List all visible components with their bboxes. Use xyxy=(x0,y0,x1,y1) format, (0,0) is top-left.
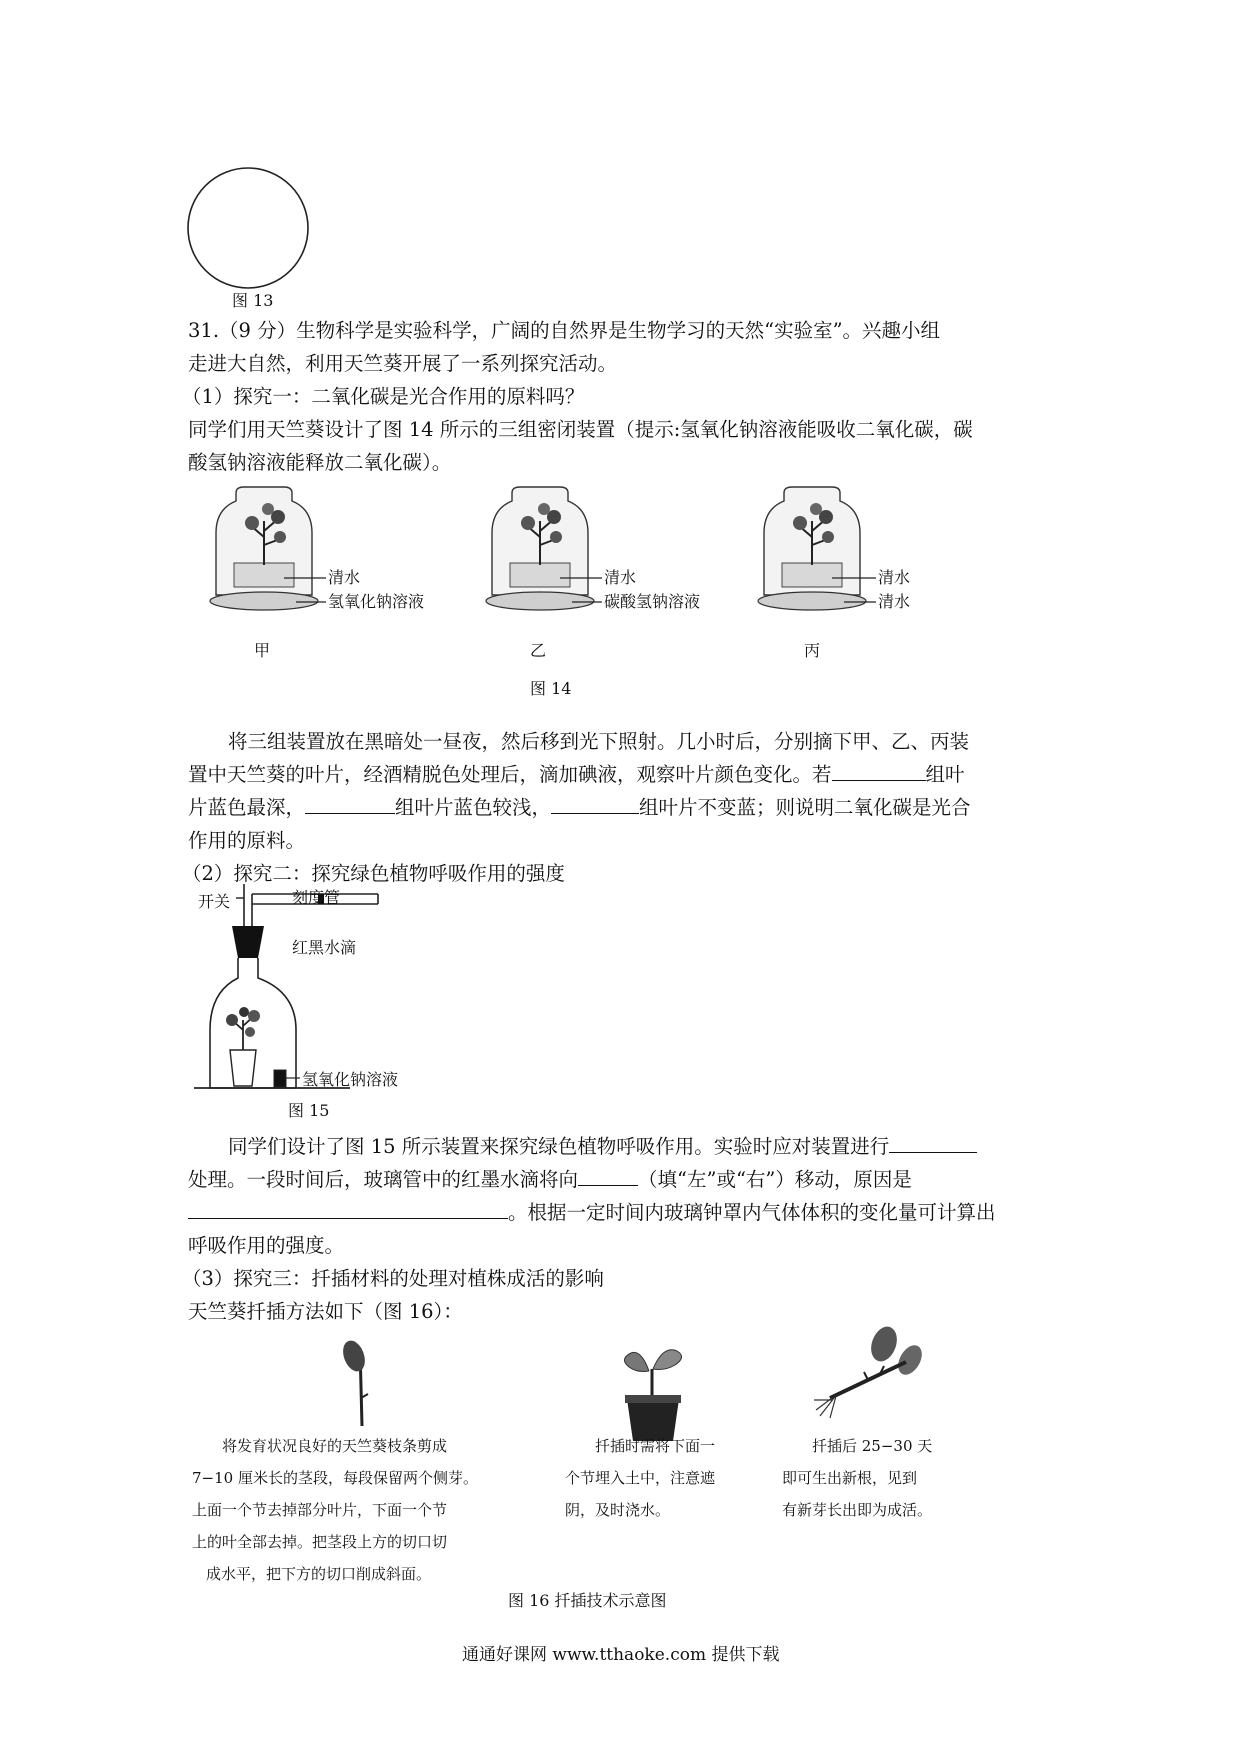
part3-intro: 天竺葵扦插方法如下（图 16）： xyxy=(188,1300,463,1323)
part1-desc-2: 酸氢钠溶液能释放二氧化碳）。 xyxy=(188,451,452,474)
fig15-drop-label: 红黑水滴 xyxy=(292,938,357,957)
answer-blank-reason[interactable] xyxy=(188,1196,508,1219)
page-footer: 通通好课网 www.tthaoke.com 提供下载 xyxy=(462,1645,780,1665)
part2-para-1 xyxy=(228,1130,977,1164)
step1-line-5: 成水平，把下方的切口削成斜面。 xyxy=(206,1565,432,1583)
jar-yi-name: 乙 xyxy=(530,641,547,660)
part2-title: （2）探究二：探究绿色植物呼吸作用的强度 xyxy=(182,862,565,885)
part1-para-4: 作用的原料。 xyxy=(188,829,306,852)
part1-para-3-c: 组叶片不变蓝；则说明二氧化碳是光合 xyxy=(639,796,971,819)
fig13-caption: 图 13 xyxy=(232,291,274,310)
fig15-switch-label: 开关 xyxy=(198,892,231,911)
part1-para-3 xyxy=(188,791,971,825)
jar-jia-label-top: 清水 xyxy=(328,568,361,587)
step1-line-1: 将发育状况良好的天竺葵枝条剪成 xyxy=(222,1437,448,1455)
part2-para-3-text: 。根据一定时间内玻璃钟罩内气体体积的变化量可计算出 xyxy=(508,1201,996,1224)
step3-line-1: 扦插后 25−30 天 xyxy=(812,1437,933,1455)
part2-para-3 xyxy=(188,1196,996,1230)
jar-yi-label-top: 清水 xyxy=(604,568,637,587)
step2-line-3: 阴，及时浇水。 xyxy=(565,1501,671,1519)
part1-para-3-b: 组叶片蓝色较浅， xyxy=(395,796,552,819)
part1-title: （1）探究一：二氧化碳是光合作用的原料吗？ xyxy=(182,385,585,408)
part1-para-2 xyxy=(188,758,965,792)
potted-cutting-illustration xyxy=(615,1335,695,1445)
fig15-caption: 图 15 xyxy=(288,1101,330,1120)
part1-desc-1: 同学们用天竺葵设计了图 14 所示的三组密闭装置（提示:氢氧化钠溶液能吸收二氧化碳，碳 xyxy=(188,418,973,441)
step2-line-2: 个节埋入土中，注意遮 xyxy=(565,1469,716,1487)
answer-blank-most-blue[interactable] xyxy=(832,758,926,781)
part1-para-3-a: 片蓝色最深， xyxy=(188,796,306,819)
part2-para-1-text: 同学们设计了图 15 所示装置来探究绿色植物呼吸作用。实验时应对装置进行 xyxy=(228,1135,890,1158)
fig15-apparatus xyxy=(200,880,460,1100)
step1-line-3: 上面一个节去掉部分叶片，下面一个节 xyxy=(192,1501,448,1519)
step1-line-4: 上的叶全部去掉。把茎段上方的切口切 xyxy=(192,1533,448,1551)
step3-line-2: 即可生出新根，见到 xyxy=(782,1469,918,1487)
part3-title: （3）探究三：扦插材料的处理对植株成活的影响 xyxy=(182,1267,604,1290)
jar-bing-label-bottom: 清水 xyxy=(878,592,911,611)
jar-bing-label-top: 清水 xyxy=(878,568,911,587)
jar-yi-label-bottom: 碳酸氢钠溶液 xyxy=(604,592,701,611)
q31-header: 31.（9 分）生物科学是实验科学，广阔的自然界是生物学习的天然“实验室”。兴趣小组 xyxy=(188,319,941,342)
jar-jia-label-bottom: 氢氧化钠溶液 xyxy=(328,592,425,611)
rooted-cutting-illustration xyxy=(810,1320,930,1420)
step3-line-3: 有新芽长出即为成活。 xyxy=(782,1501,933,1519)
fig15-tube-label: 刻度管 xyxy=(292,888,341,907)
step3-text xyxy=(782,1430,932,1526)
q31-header-2: 走进大自然，利用天竺葵开展了一系列探究活动。 xyxy=(188,352,618,375)
part2-para-2 xyxy=(188,1163,912,1197)
part1-para-2-tail: 组叶 xyxy=(925,763,965,786)
answer-blank-direction[interactable] xyxy=(578,1163,638,1186)
jar-bing-name: 丙 xyxy=(804,641,821,660)
part2-para-2-a: 处理。一段时间后，玻璃管中的红墨水滴将向 xyxy=(188,1168,579,1191)
fig14-caption: 图 14 xyxy=(530,679,572,698)
step1-text xyxy=(192,1430,478,1590)
fig16-caption: 图 16 扦插技术示意图 xyxy=(508,1591,667,1610)
cutting-stem-illustration xyxy=(330,1338,390,1428)
answer-blank-treatment[interactable] xyxy=(889,1130,977,1153)
answer-blank-lighter-blue[interactable] xyxy=(305,791,395,814)
jar-jia-name: 甲 xyxy=(254,641,271,660)
fig15-solution-label: 氢氧化钠溶液 xyxy=(302,1070,399,1089)
answer-blank-no-blue[interactable] xyxy=(551,791,639,814)
part1-para-1: 将三组装置放在黑暗处一昼夜，然后移到光下照射。几小时后，分别摘下甲、乙、丙装 xyxy=(228,730,970,753)
step2-line-1: 扦插时需将下面一 xyxy=(595,1437,716,1455)
step1-line-2: 7−10 厘米长的茎段，每段保留两个侧芽。 xyxy=(192,1469,478,1487)
part2-para-4: 呼吸作用的强度。 xyxy=(188,1234,345,1257)
step2-text xyxy=(565,1430,715,1526)
part1-para-2-text: 置中天竺葵的叶片，经酒精脱色处理后，滴加碘液，观察叶片颜色变化。若 xyxy=(188,763,832,786)
part2-para-2-b: （填“左”或“右”）移动，原因是 xyxy=(638,1168,912,1191)
